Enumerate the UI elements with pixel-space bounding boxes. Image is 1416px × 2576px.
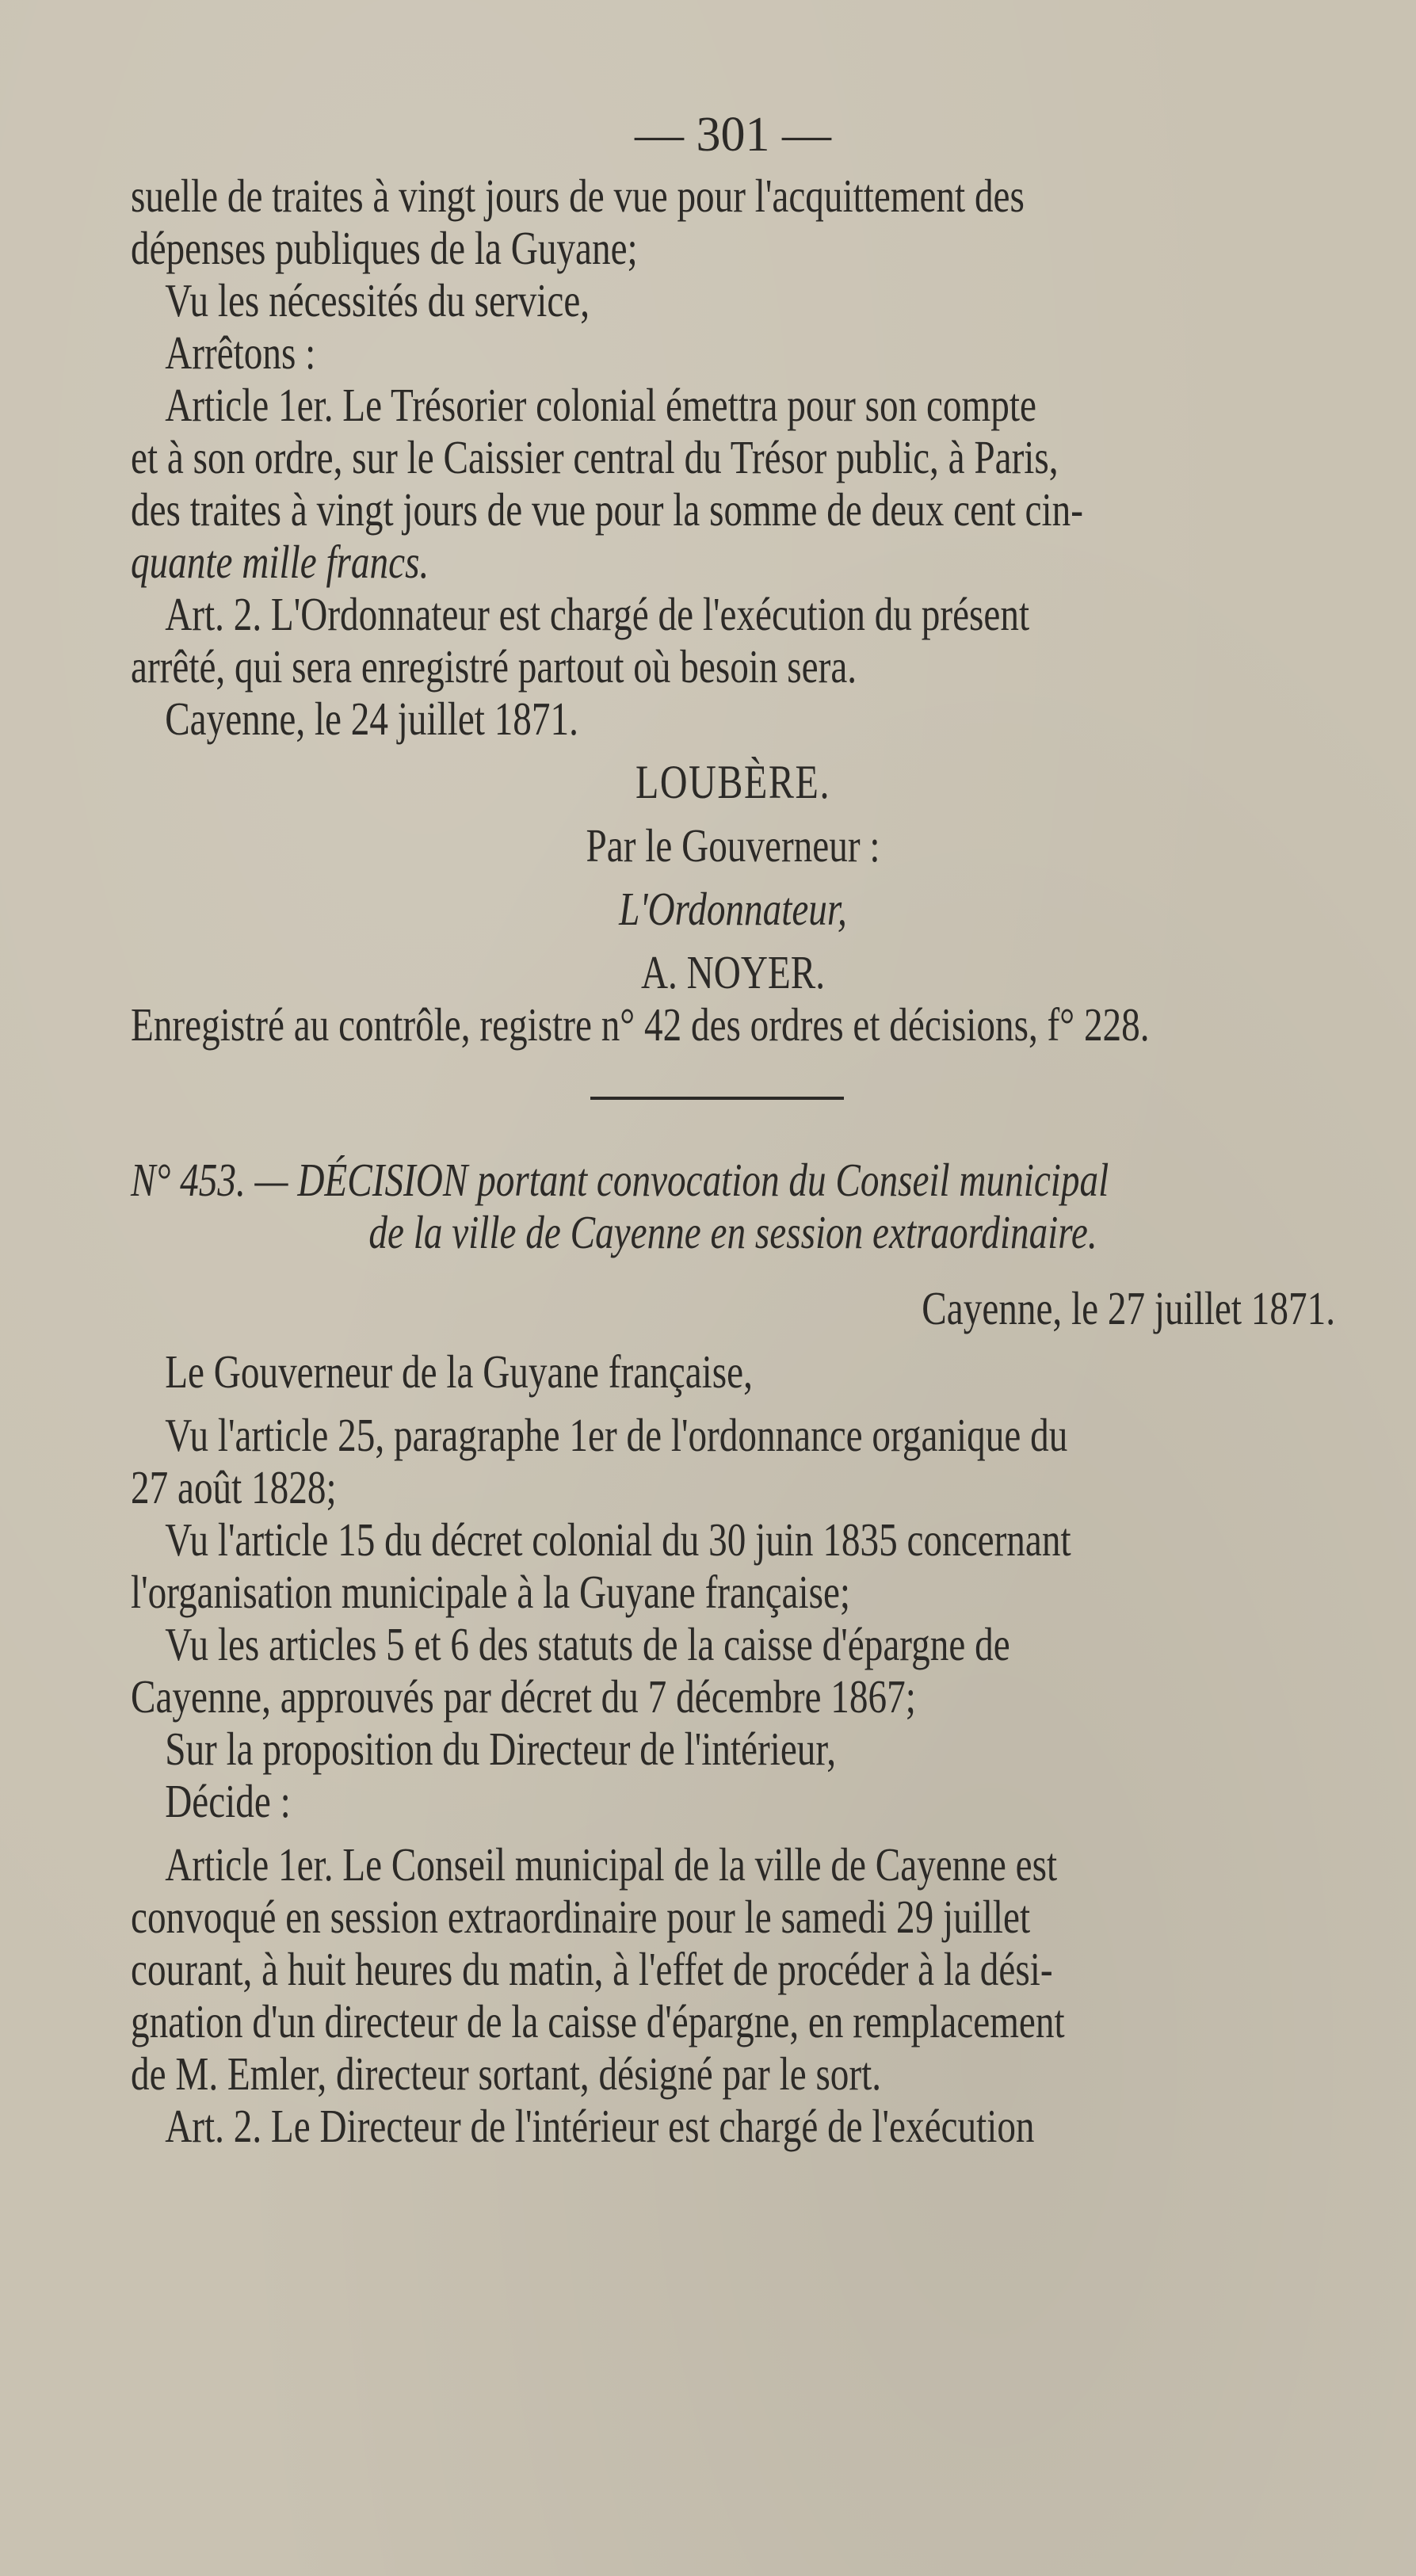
decision-title-line: de la ville de Cayenne en session extraordinaire. [368,1206,1097,1258]
document-page [131,103,1335,2152]
text-line: gnation d'un directeur de la caisse d'épargne, en remplacement [131,1995,1065,2047]
text-line: Vu les nécessités du service, [165,274,590,326]
text-line: convoqué en session extraordinaire pour le samedi 29 juillet [131,1891,1031,1943]
decide-heading: Décide : [165,1775,291,1827]
text-line: Vu les articles 5 et 6 des statuts de la caisse d'épargne de [165,1618,1010,1670]
text-line: des traites à vingt jours de vue pour la somme de deux cent cin- [131,483,1083,536]
decision-title [131,1154,1335,1258]
text-line: Article 1er. Le Conseil municipal de la ville de Cayenne est [165,1838,1058,1891]
decision-title-line: N° 453. — DÉCISION portant convocation du Conseil municipal [131,1154,1109,1206]
text-line: Art. 2. L'Ordonnateur est chargé de l'exécution du présent [165,588,1030,640]
arretons-heading: Arrêtons : [165,326,316,379]
signature-loubere: LOUBÈRE. [635,756,831,808]
text-line: et à son ordre, sur le Caissier central du Trésor public, à Paris, [131,431,1059,483]
text-line: Article 1er. Le Trésorier colonial émettra pour son compte [165,379,1036,431]
registration-line: Enregistré au contrôle, registre n° 42 des ordres et décisions, f° 228. [131,998,1150,1051]
text-line: courant, à huit heures du matin, à l'effet de procéder à la dési- [131,1943,1053,1995]
text-line: dépenses publiques de la Guyane; [131,222,638,274]
ordonnateur-name: A. NOYER. [640,946,826,998]
text-line: quante mille francs. [131,536,429,588]
text-line: Sur la proposition du Directeur de l'intérieur, [165,1723,837,1775]
text-line: de M. Emler, directeur sortant, désigné par le sort. [131,2047,882,2100]
separator-rule [590,1097,844,1100]
text-line: Art. 2. Le Directeur de l'intérieur est chargé de l'exécution [165,2100,1035,2152]
text-line: Cayenne, approuvés par décret du 7 décembre 1867; [131,1670,916,1723]
ordonnateur-title: L'Ordonnateur, [619,883,847,935]
text-line: arrêté, qui sera enregistré partout où besoin sera. [131,640,857,693]
page-number: — 301 — [635,108,831,162]
text-line: l'organisation municipale à la Guyane française; [131,1566,851,1618]
text-line: suelle de traites à vingt jours de vue pour l'acquittement des [131,170,1025,222]
text-line: Vu l'article 15 du décret colonial du 30 juin 1835 concernant [165,1513,1071,1566]
text-line: Le Gouverneur de la Guyane française, [165,1345,753,1398]
section-separator [131,1051,1335,1154]
text-line: Vu l'article 25, paragraphe 1er de l'ordonnance organique du [165,1409,1068,1461]
par-le-gouverneur: Par le Gouverneur : [586,819,880,872]
decision-dateline: Cayenne, le 27 juillet 1871. [922,1282,1335,1334]
date-line: Cayenne, le 24 juillet 1871. [165,693,578,745]
text-line: 27 août 1828; [131,1461,337,1513]
